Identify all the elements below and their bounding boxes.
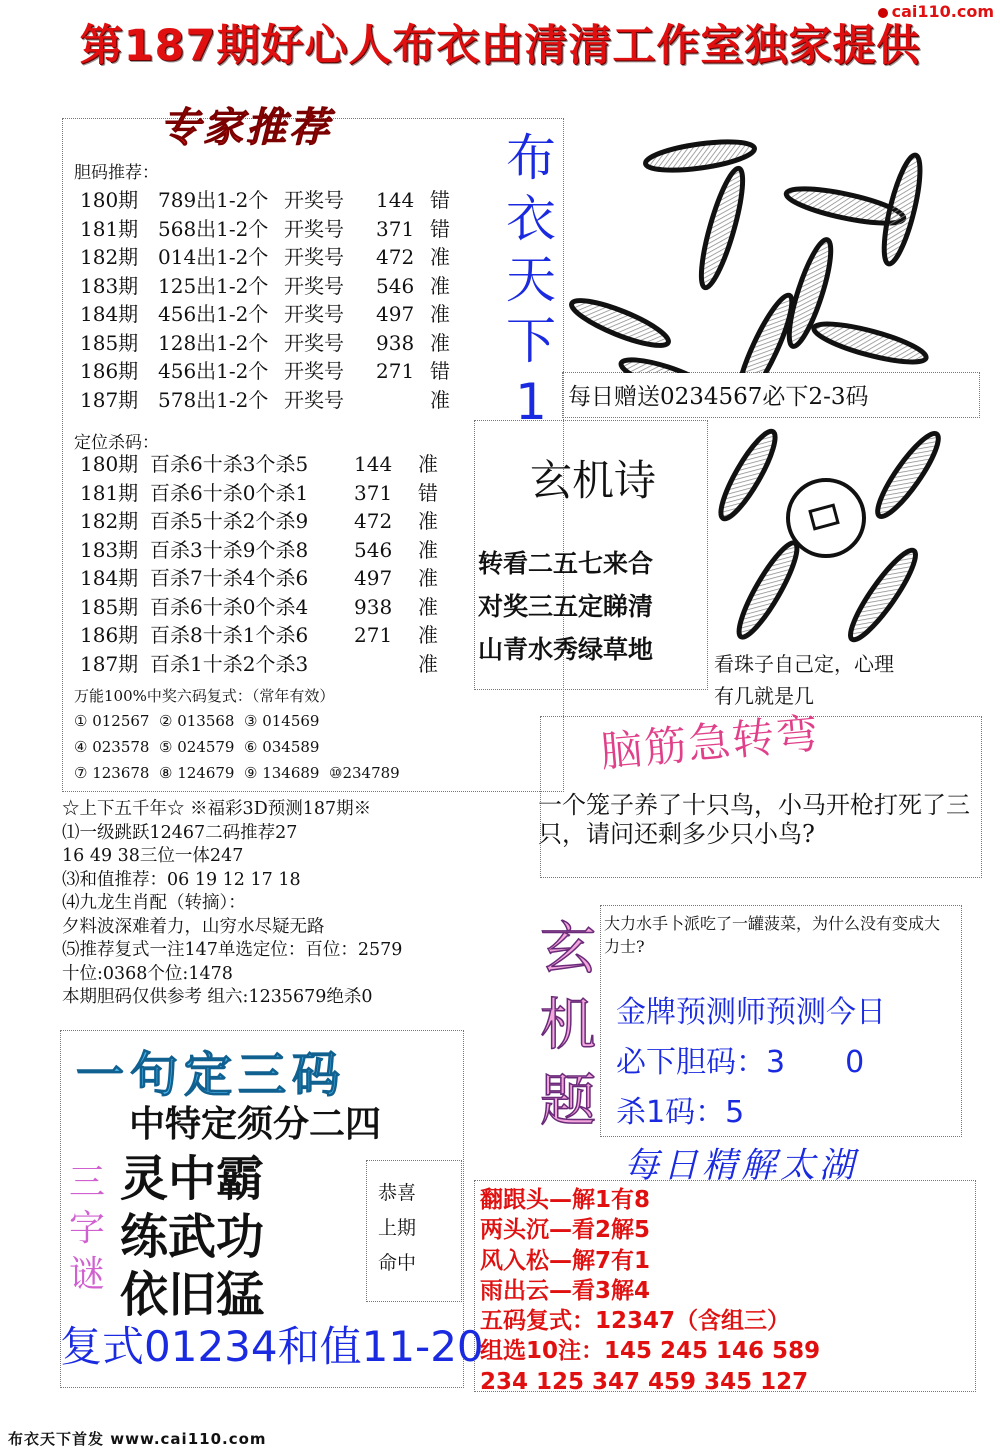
- kill-result: 准: [418, 594, 438, 619]
- poem-title: 玄机诗: [530, 456, 657, 505]
- dan-table: [80, 186, 450, 414]
- dan-period: 182期: [80, 245, 139, 269]
- combo-label: 万能100%中奖六码复式：（常年有效）: [74, 687, 335, 705]
- kill-row: [80, 650, 438, 679]
- riddle-word: 依旧猛: [120, 1267, 265, 1323]
- dan-number: 472: [376, 245, 415, 269]
- dan-period: 184期: [80, 302, 139, 326]
- combo-row: [74, 760, 414, 786]
- fushi-text: 复式01234和值11-20: [60, 1322, 484, 1371]
- buyi-char: 1: [515, 373, 547, 431]
- taihu-line: 风入松—解7有1: [480, 1247, 651, 1274]
- kill-row: [80, 507, 438, 536]
- dan-number: 497: [376, 302, 415, 326]
- combo-item: ⑤ 024579: [159, 738, 235, 756]
- dan-row: [80, 243, 450, 272]
- poem-line: 转看二五七来合: [478, 549, 654, 578]
- kill-result: 准: [418, 509, 438, 533]
- dan-pick: 456出1-2个: [158, 359, 269, 383]
- combo-item: ④ 023578: [74, 738, 150, 756]
- taihu-line: 234 125 347 459 345 127: [480, 1368, 809, 1395]
- kill-period: 182期: [80, 509, 139, 533]
- prediction-line: 本期胆码仅供参考 组六:1235679绝杀0: [62, 987, 373, 1007]
- dan-result: 错: [430, 216, 450, 241]
- coin-pattern-icon: [708, 420, 960, 648]
- kill-row: [80, 593, 438, 622]
- combo-item: ③ 014569: [244, 712, 320, 730]
- prediction-line: 十位:0368个位:1478: [62, 963, 233, 984]
- taihu-line: 五码复式：12347（含组三）: [480, 1308, 791, 1335]
- combo-list: [74, 708, 414, 786]
- kill-row: [80, 479, 438, 508]
- kill-row: [80, 621, 438, 650]
- riddle-label: [64, 1160, 110, 1298]
- combo-row: [74, 734, 414, 760]
- kill-period: 186期: [80, 623, 139, 647]
- congrats-text: [378, 1176, 416, 1281]
- prediction-line: ⑷九龙生肖配（转摘）：: [62, 893, 246, 913]
- dan-result: 准: [430, 273, 450, 298]
- dan-draw-label: 开奖号: [284, 273, 344, 298]
- kill-number: 938: [354, 594, 393, 619]
- dan-period: 186期: [80, 359, 139, 383]
- prediction-line: ⑸推荐复式一注147单选定位：百位：2579: [62, 940, 403, 960]
- taihu-lines: [480, 1185, 820, 1397]
- dan-period: 180期: [80, 188, 139, 212]
- dan-pick: 456出1-2个: [158, 302, 269, 326]
- kill-result: 准: [418, 623, 438, 647]
- buyi-char: 布: [506, 129, 556, 187]
- buyi-char: 衣: [506, 190, 556, 248]
- kill-number: 371: [354, 480, 393, 505]
- brain-title: 脑筋急转弯: [598, 708, 822, 777]
- gift-text: 每日赠送0234567必下2-3码: [568, 384, 869, 410]
- dan-pick: 128出1-2个: [158, 330, 269, 355]
- congrats-line: 恭喜: [378, 1182, 417, 1204]
- dan-pick: 568出1-2个: [158, 216, 269, 241]
- dan-row: [80, 272, 450, 301]
- gold-line: 杀1码：5: [616, 1095, 745, 1130]
- dan-pick: 125出1-2个: [158, 273, 269, 298]
- brain-question: 一个笼子养了十只鸟，小马开枪打死了三只，请问还剩多少只小鸟?: [538, 791, 970, 848]
- kill-period: 183期: [80, 537, 139, 562]
- kill-period: 180期: [80, 452, 139, 476]
- kill-result: 准: [418, 537, 438, 562]
- gold-line: 金牌预测师预测今日: [616, 995, 886, 1030]
- riddle-word: 练武功: [120, 1209, 265, 1265]
- kill-number: 472: [354, 509, 393, 533]
- dan-result: 准: [430, 245, 450, 269]
- dan-result: 准: [430, 387, 450, 412]
- expert-title: 专家推荐: [160, 105, 332, 151]
- dan-period: 183期: [80, 273, 139, 298]
- dan-draw-label: 开奖号: [284, 359, 344, 383]
- kill-row: [80, 564, 438, 593]
- taihu-line: 两头沉—看2解5: [480, 1217, 651, 1244]
- dan-period: 187期: [80, 387, 139, 412]
- kill-number: 271: [354, 623, 393, 647]
- prediction-line: 16 49 38三位一体247: [62, 846, 244, 866]
- combo-item: ⑨ 134689: [244, 764, 320, 782]
- dan-number: 271: [376, 359, 415, 383]
- prediction-line: 夕料波深难着力，山穷水尽疑无路: [62, 916, 325, 937]
- poem-lines: [478, 542, 653, 671]
- kill-period: 181期: [80, 480, 139, 505]
- kill-result: 错: [418, 480, 438, 505]
- kill-period: 184期: [80, 566, 139, 590]
- bead-note-line: 看珠子自己定，心理: [714, 652, 894, 676]
- combo-item: ⑧ 124679: [159, 764, 235, 782]
- dan-row: [80, 186, 450, 215]
- kill-number: 144: [354, 452, 393, 476]
- xuanji-char: 题: [540, 1069, 596, 1134]
- poem-line: 山青水秀绿草地: [478, 635, 654, 664]
- poem-line: 对奖三五定睇清: [478, 592, 654, 621]
- prediction-line: ⑴一级跳跃12467二码推荐27: [62, 822, 298, 843]
- taihu-line: 翻跟头—解1有8: [480, 1187, 651, 1213]
- combo-row: [74, 708, 414, 734]
- dan-draw-label: 开奖号: [284, 216, 344, 241]
- kill-label: 定位杀码：: [74, 433, 159, 453]
- buyi-char: 天: [506, 251, 556, 309]
- kill-number: 497: [354, 566, 393, 590]
- dan-draw-label: 开奖号: [284, 330, 344, 355]
- kill-table: [80, 450, 438, 678]
- riddle-words: [120, 1150, 264, 1324]
- combo-item: ⑩234789: [329, 764, 400, 782]
- kill-codes: 百杀3十杀9个杀8: [150, 537, 309, 562]
- bead-pattern-icon: [560, 128, 960, 373]
- dan-number: 546: [376, 273, 415, 298]
- combo-item: ② 013568: [159, 712, 235, 730]
- prediction-line: ⑶和值推荐：06 19 12 17 18: [62, 869, 301, 890]
- dan-label: 胆码推荐：: [74, 163, 159, 183]
- xuanji-question: 大力水手卜派吃了一罐菠菜，为什么没有变成大力士?: [604, 914, 941, 956]
- riddle-label-char: 三: [68, 1162, 105, 1203]
- dan-period: 185期: [80, 330, 139, 355]
- kill-result: 准: [418, 566, 438, 590]
- footer-text: 布衣天下首发 www.cai110.com: [8, 1430, 267, 1448]
- one-sentence-title: 一句定三码: [76, 1047, 347, 1103]
- buyi-char: 下: [506, 312, 556, 370]
- kill-codes: 百杀1十杀2个杀3: [150, 651, 309, 676]
- kill-codes: 百杀7十杀4个杀6: [150, 566, 309, 590]
- taihu-line: 雨出云—看3解4: [480, 1277, 651, 1304]
- dan-pick: 789出1-2个: [158, 188, 269, 212]
- riddle-label-char: 谜: [68, 1254, 105, 1295]
- combo-item: ① 012567: [74, 712, 150, 730]
- taihu-line: 组选10注：145 245 146 589: [480, 1338, 821, 1365]
- dan-result: 准: [430, 330, 450, 355]
- kill-number: 546: [354, 537, 393, 562]
- kill-codes: 百杀6十杀3个杀5: [150, 452, 309, 476]
- gold-prediction: [616, 988, 886, 1138]
- dan-result: 准: [430, 302, 450, 326]
- dan-number: 144: [376, 188, 415, 212]
- kill-result: 准: [418, 452, 438, 476]
- combo-item: ⑦ 123678: [74, 764, 150, 782]
- congrats-line: 命中: [378, 1252, 417, 1274]
- dan-row: [80, 386, 450, 415]
- kill-codes: 百杀6十杀0个杀1: [150, 480, 309, 505]
- kill-row: [80, 536, 438, 565]
- kill-result: 准: [418, 651, 438, 676]
- kill-codes: 百杀6十杀0个杀4: [150, 594, 309, 619]
- dan-pick: 578出1-2个: [158, 387, 269, 412]
- dan-draw-label: 开奖号: [284, 302, 344, 326]
- combo-item: ⑥ 034589: [244, 738, 320, 756]
- dan-row: [80, 300, 450, 329]
- prediction-line: ☆上下五千年☆ ※福彩3D预测187期※: [62, 799, 372, 819]
- dan-draw-label: 开奖号: [284, 245, 344, 269]
- buyi-vertical-title: [498, 128, 564, 433]
- taihu-title: 每日精解太湖: [624, 1146, 859, 1186]
- dan-number: 371: [376, 216, 415, 241]
- one-sentence-phrase: 中特定须分二四: [128, 1104, 381, 1145]
- dan-draw-label: 开奖号: [284, 387, 344, 412]
- kill-period: 187期: [80, 651, 139, 676]
- dan-result: 错: [430, 188, 450, 212]
- kill-row: [80, 450, 438, 479]
- dan-pick: 014出1-2个: [158, 245, 269, 269]
- prediction-block: [62, 798, 402, 1010]
- gold-line: 必下胆码：3 0: [616, 1045, 865, 1080]
- dan-period: 181期: [80, 216, 139, 241]
- bead-note-line: 有几就是几: [714, 684, 814, 708]
- dan-row: [80, 329, 450, 358]
- dan-number: 938: [376, 330, 415, 355]
- xuanji-char: 机: [540, 993, 596, 1058]
- dan-row: [80, 357, 450, 386]
- dan-row: [80, 215, 450, 244]
- riddle-word: 灵中霸: [120, 1151, 265, 1207]
- dan-result: 错: [430, 359, 450, 383]
- riddle-label-char: 字: [68, 1208, 105, 1249]
- site-name: cai110.com: [891, 2, 994, 21]
- page-title: 第187期好心人布衣由清清工作室独家提供: [79, 21, 921, 71]
- xuanji-char: 玄: [540, 917, 596, 982]
- xuanji-title: [534, 912, 602, 1140]
- congrats-line: 上期: [378, 1217, 417, 1239]
- dan-draw-label: 开奖号: [284, 188, 344, 212]
- kill-codes: 百杀5十杀2个杀9: [150, 509, 309, 533]
- kill-codes: 百杀8十杀1个杀6: [150, 623, 309, 647]
- kill-period: 185期: [80, 594, 139, 619]
